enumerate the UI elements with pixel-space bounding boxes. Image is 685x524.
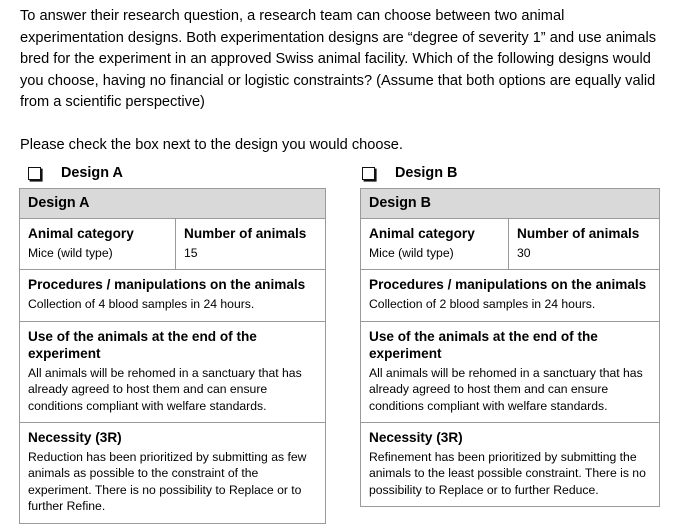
number-of-animals-cell (176, 219, 325, 269)
number-of-animals-label: Number of animals (184, 226, 307, 241)
table-row (361, 219, 659, 270)
animal-category-label: Animal category (28, 226, 134, 241)
table-row (361, 270, 659, 321)
design-a-table-header: Design A (20, 189, 325, 219)
table-row (20, 322, 325, 423)
table-row (361, 423, 659, 506)
table-row (20, 219, 325, 270)
paragraph-spacer (20, 114, 665, 136)
procedures-body: Collection of 4 blood samples in 24 hours. (28, 297, 255, 312)
number-of-animals-value: 15 (184, 246, 198, 260)
necessity-title: Necessity (3R) (28, 430, 122, 446)
necessity-body: Reduction has been prioritized by submitting as few animals as possible to the constraint of the experiment. There is no possibility to Replace or to further Refine. (28, 450, 307, 514)
animal-category-label: Animal category (369, 226, 475, 241)
choice-label-design-a: Design A (61, 165, 123, 181)
ballot-box-icon[interactable] (362, 167, 375, 180)
number-of-animals-cell (509, 219, 659, 269)
animal-category-value: Mice (wild type) (28, 246, 113, 260)
intro-text-block (20, 6, 665, 157)
procedures-body: Collection of 2 blood samples in 24 hours. (369, 297, 596, 312)
intro-instruction: Please check the box next to the design you would choose. (20, 137, 403, 153)
use-at-end-body: All animals will be rehomed in a sanctuary that has already agreed to host them and can ensure conditions compliant with welfare standards. (28, 365, 302, 413)
choice-row-design-b[interactable] (362, 163, 457, 183)
use-at-end-body: All animals will be rehomed in a sanctuary that has already agreed to host them and can ensure conditions compliant with welfare standards. (369, 365, 643, 413)
number-of-animals-label: Number of animals (517, 226, 640, 241)
procedures-title: Procedures / manipulations on the animals (28, 277, 306, 293)
animal-category-cell (361, 219, 509, 269)
design-a-table (19, 188, 326, 524)
choice-label-design-b: Design B (395, 165, 458, 181)
design-b-table (360, 188, 660, 507)
use-at-end-title: Use of the animals at the end of the experiment (28, 328, 257, 361)
ballot-box-icon[interactable] (28, 167, 41, 180)
use-at-end-title: Use of the animals at the end of the experiment (369, 328, 598, 361)
table-row (20, 270, 325, 321)
procedures-title: Procedures / manipulations on the animals (369, 277, 647, 293)
animal-category-cell (20, 219, 176, 269)
choice-row-design-a[interactable] (28, 163, 123, 183)
intro-paragraph: To answer their research question, a research team can choose between two animal experimentation designs. Both experimentation designs are “degree of severity 1” and use animals bred for the experiment in an approved Swiss animal facility. Which of the following designs would you choose, having no financial or logistic constraints? (Assume that both options are equally valid from a scientific perspective) (20, 8, 656, 110)
animal-category-value: Mice (wild type) (369, 246, 454, 260)
number-of-animals-value: 30 (517, 246, 531, 260)
design-b-table-header: Design B (361, 189, 659, 219)
table-row (361, 322, 659, 423)
necessity-title: Necessity (3R) (369, 430, 463, 446)
necessity-body: Refinement has been prioritized by submitting the animals to the least possible constraint. There is no possibility to Replace or to further Reduce. (369, 450, 646, 497)
table-row (20, 423, 325, 523)
